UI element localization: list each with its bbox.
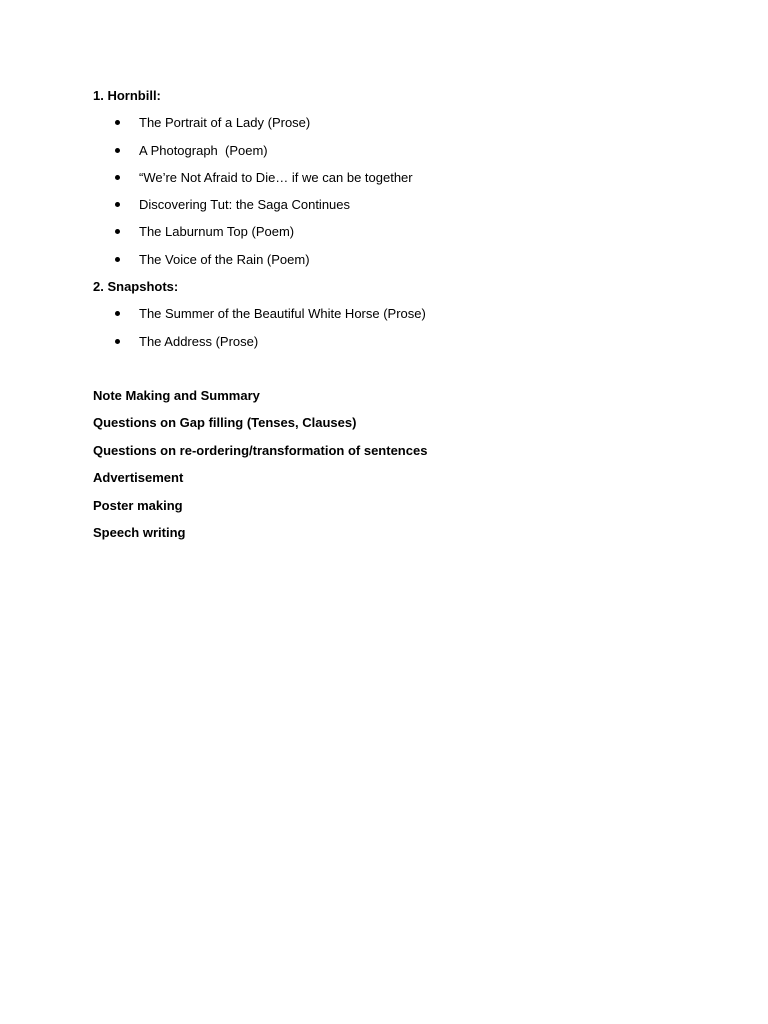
section-heading-hornbill: 1. Hornbill: [93,88,161,103]
bullet-icon [115,148,120,153]
bullet-icon [115,311,120,316]
topic-gap-filling: Questions on Gap filling (Tenses, Clauses) [93,415,357,431]
list-item [93,142,713,160]
topic-advertisement: Advertisement [93,470,184,486]
list-item-text: A Photograph (Poem) [139,142,268,158]
list-item-text: The Address (Prose) [139,333,259,349]
bullet-icon [115,229,120,234]
bullet-icon [115,120,120,125]
section-heading-snapshots: 2. Snapshots: [93,279,179,295]
bullet-icon [115,257,120,262]
list-item-text: Discovering Tut: the Saga Continues [139,197,351,213]
list-item-text: The Portrait of a Lady (Prose) [139,115,311,131]
list-item-text: “We’re Not Afraid to Die… if we can be together [139,169,413,185]
list-item [93,251,713,269]
topic-note-making: Note Making and Summary [93,387,260,403]
hornbill-list [93,114,713,268]
spacer [93,360,713,387]
bullet-icon [115,339,120,344]
list-item [93,305,713,323]
bullet-icon [115,202,120,207]
topic-poster-making: Poster making [93,497,183,513]
list-item [93,223,713,241]
list-item [93,169,713,187]
list-item [93,114,713,132]
list-item-text: The Summer of the Beautiful White Horse (Prose) [139,306,426,322]
document-body [93,87,713,551]
topic-reordering: Questions on re-ordering/transformation of sentences [93,442,428,458]
list-item-text: The Laburnum Top (Poem) [139,224,295,240]
list-item [93,333,713,351]
snapshots-list [93,305,713,350]
bullet-icon [115,175,120,180]
list-item-text: The Voice of the Rain (Poem) [139,251,310,267]
list-item [93,196,713,214]
topic-speech-writing: Speech writing [93,524,186,540]
